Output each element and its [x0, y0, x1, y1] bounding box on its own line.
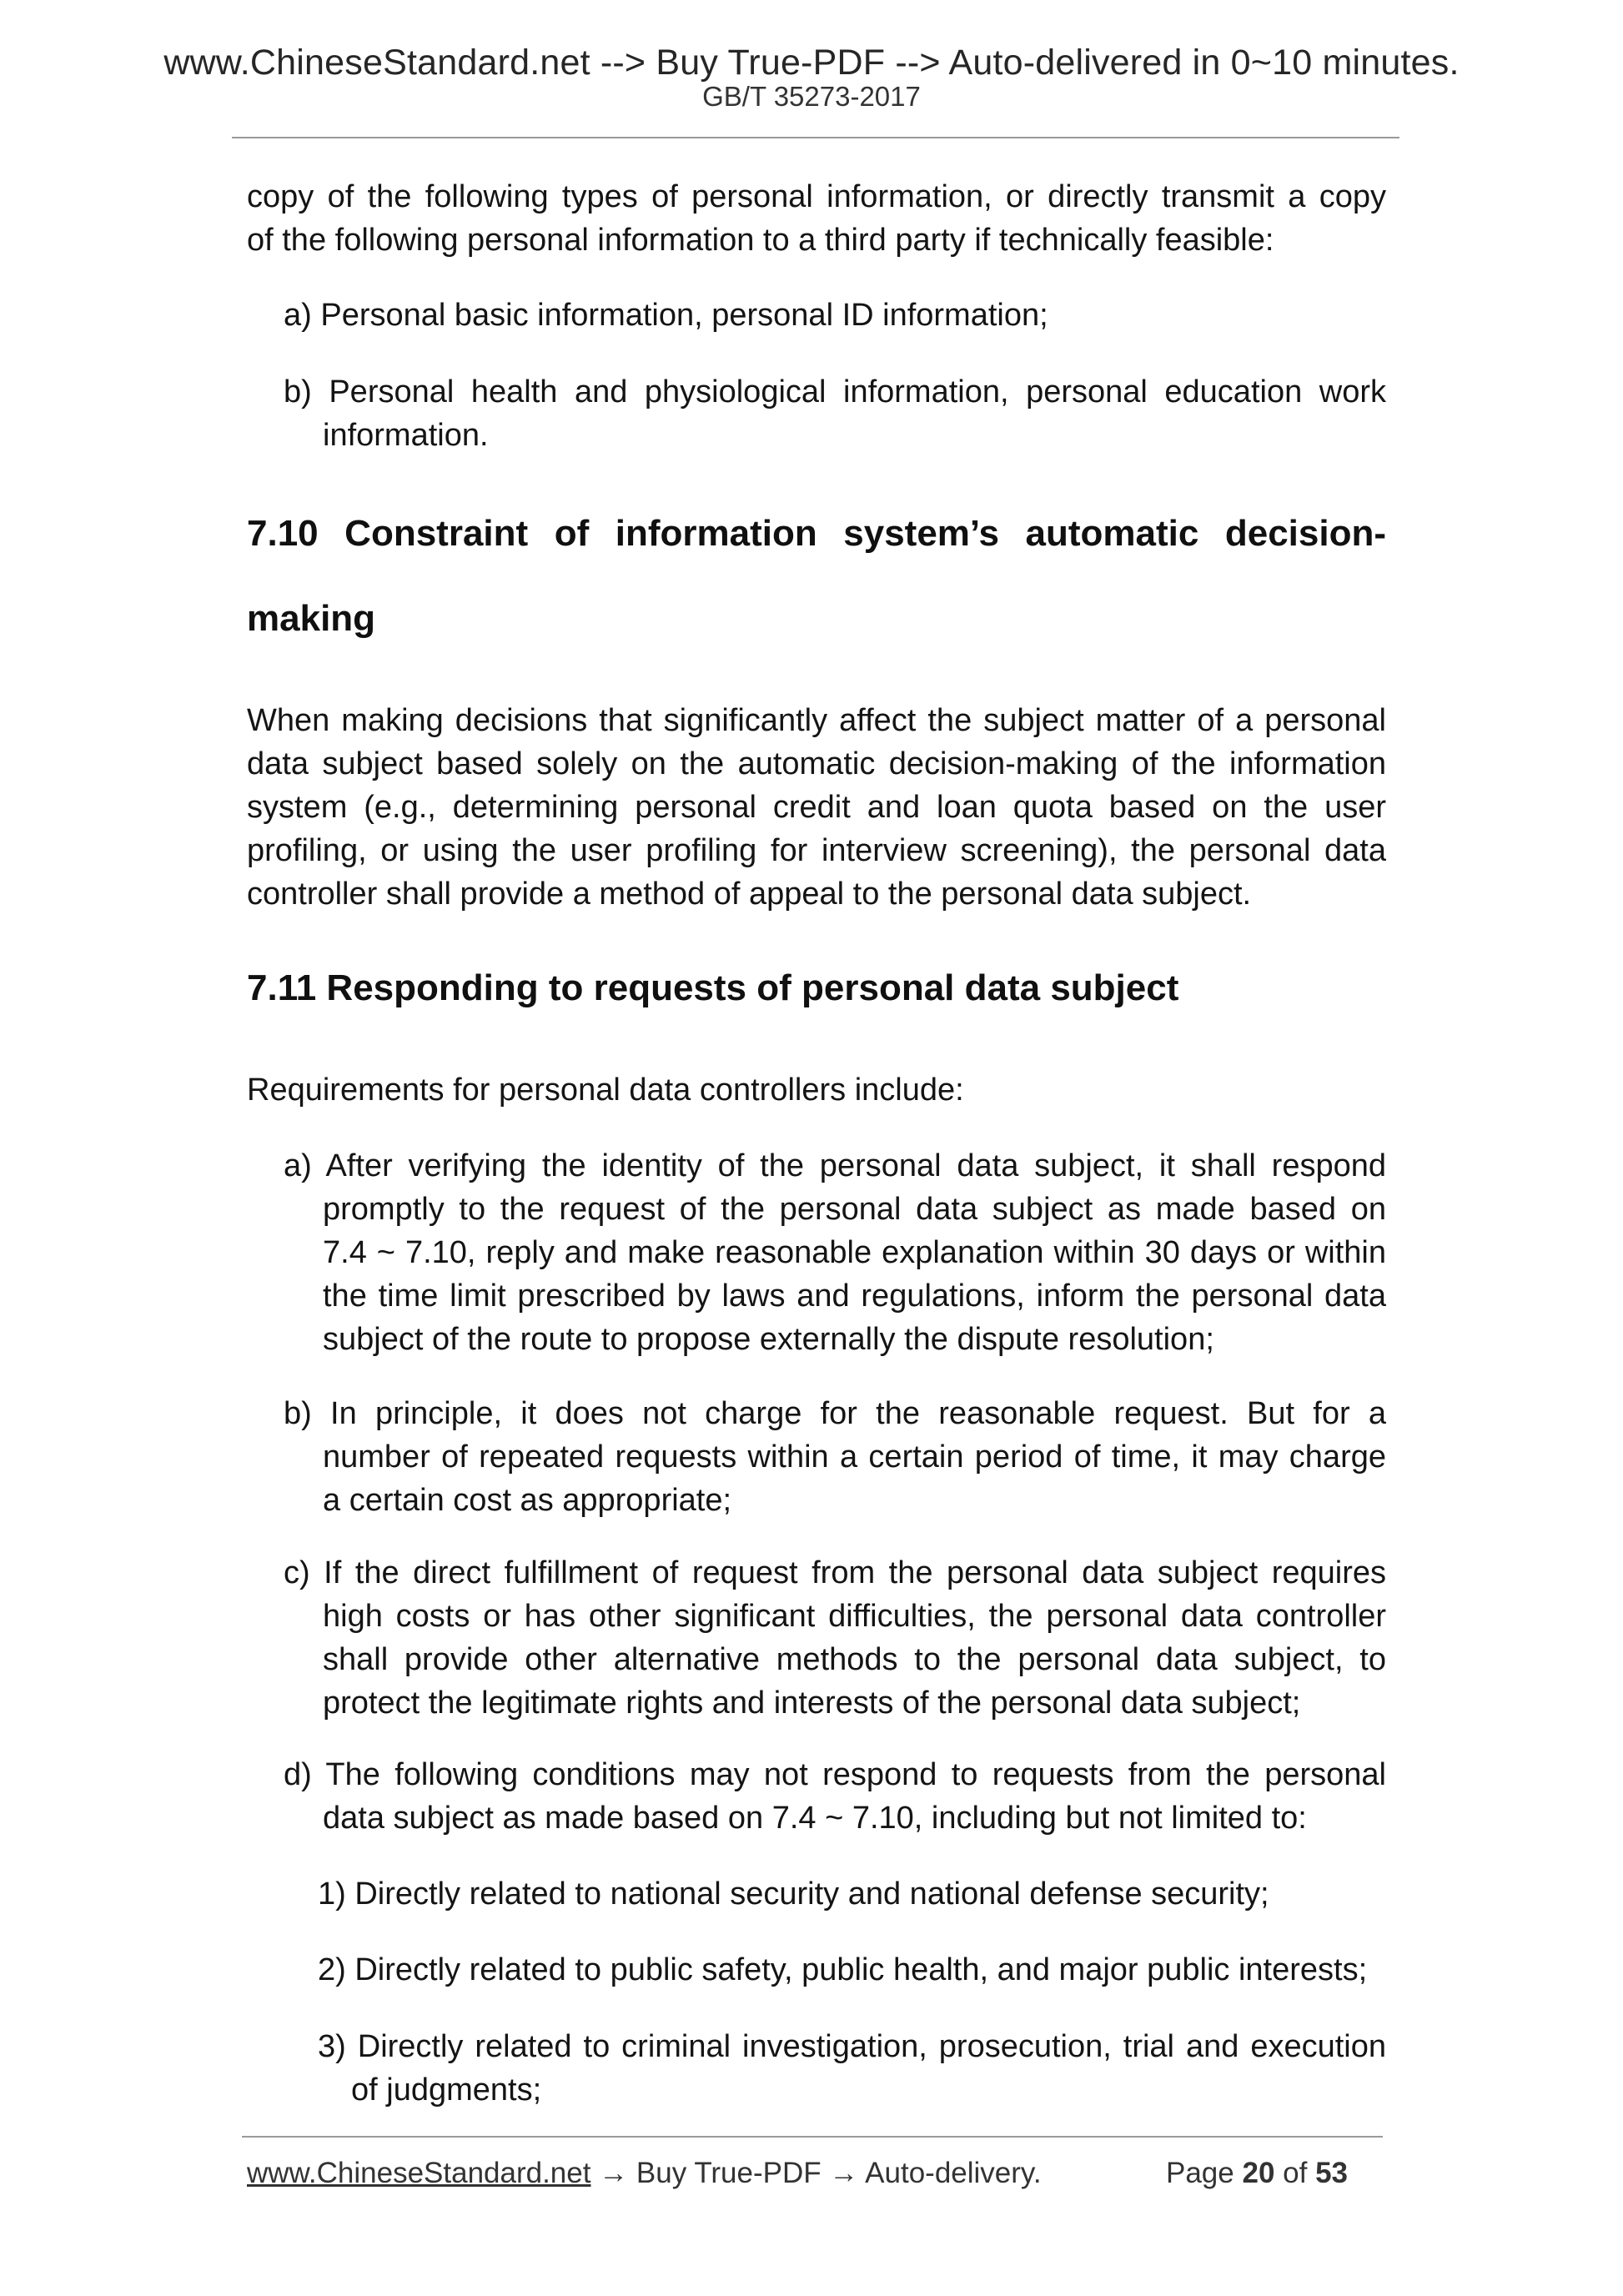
section-7-11-intro: Requirements for personal data controllers include: [247, 1073, 964, 1108]
page-total: 53 [1315, 2157, 1349, 2189]
page-label: Page [1166, 2157, 1234, 2189]
section-7-10-body: When making decisions that significantly affect the subject matter of a personal data subject based solely on the automatic decision-making of the information system (e.g., determining personal credit and loan quota based on the user profiling, or using the user profiling for interview screening), the personal data controller shall provide a method of appeal to the personal data subject. [247, 703, 1386, 912]
footer-link-tail: → Buy True-PDF → Auto-delivery. [590, 2157, 1042, 2189]
list-item-7-11-b: b) In principle, it does not charge for the reasonable request. But for a number of repeated requests within a certain period of time, it may charge a certain cost as appropriate; [284, 1396, 1386, 1518]
list-item-a-top: a) Personal basic information, personal ID information; [284, 298, 1048, 333]
of-label: of [1283, 2157, 1308, 2189]
list-item-7-11-c: c) If the direct fulfillment of request from the personal data subject requires high costs or has other significant difficulties, the personal data controller shall provide other alternative methods to the personal data subject, to protect the legitimate rights and interests of the personal data subject; [284, 1555, 1386, 1721]
site-banner: www.ChineseStandard.net --> Buy True-PDF --> Auto-delivered in 0~10 minutes. [163, 43, 1460, 83]
subitem-1: 1) Directly related to national security and national defense security; [318, 1876, 1269, 1912]
page-number: 20 [1242, 2157, 1275, 2189]
page-indicator [1166, 2155, 1348, 2192]
footer-site-link[interactable] [247, 2155, 1042, 2192]
list-item-b-top: b) Personal health and physiological information, personal education work information. [284, 374, 1386, 453]
footer-divider [242, 2136, 1383, 2138]
subitem-2: 2) Directly related to public safety, public health, and major public interests; [318, 1952, 1368, 1987]
intro-paragraph: copy of the following types of personal information, or directly transmit a copy of the following personal information to a third party if technically feasible: [247, 179, 1386, 258]
list-item-7-11-a: a) After verifying the identity of the personal data subject, it shall respond promptly to the request of the personal data subject as made based on 7.4 ~ 7.10, reply and make reasonable explanation within 30 days or within the time limit prescribed by laws and regulations, inform the personal data subject of the route to propose externally the dispute resolution; [284, 1148, 1386, 1357]
list-item-7-11-d: d) The following conditions may not respond to requests from the personal data subject as made based on 7.4 ~ 7.10, including but not limited to: [284, 1757, 1386, 1836]
section-7-10-title: 7.10 Constraint of information system’s automatic decision- making [247, 513, 1386, 639]
subitem-3: 3) Directly related to criminal investigation, prosecution, trial and execution of judgments; [318, 2029, 1386, 2108]
standard-code: GB/T 35273-2017 [702, 81, 921, 112]
section-7-11-title: 7.11 Responding to requests of personal data subject [247, 967, 1179, 1008]
header-divider [232, 137, 1399, 138]
site-link[interactable]: www.ChineseStandard.net [247, 2157, 591, 2189]
